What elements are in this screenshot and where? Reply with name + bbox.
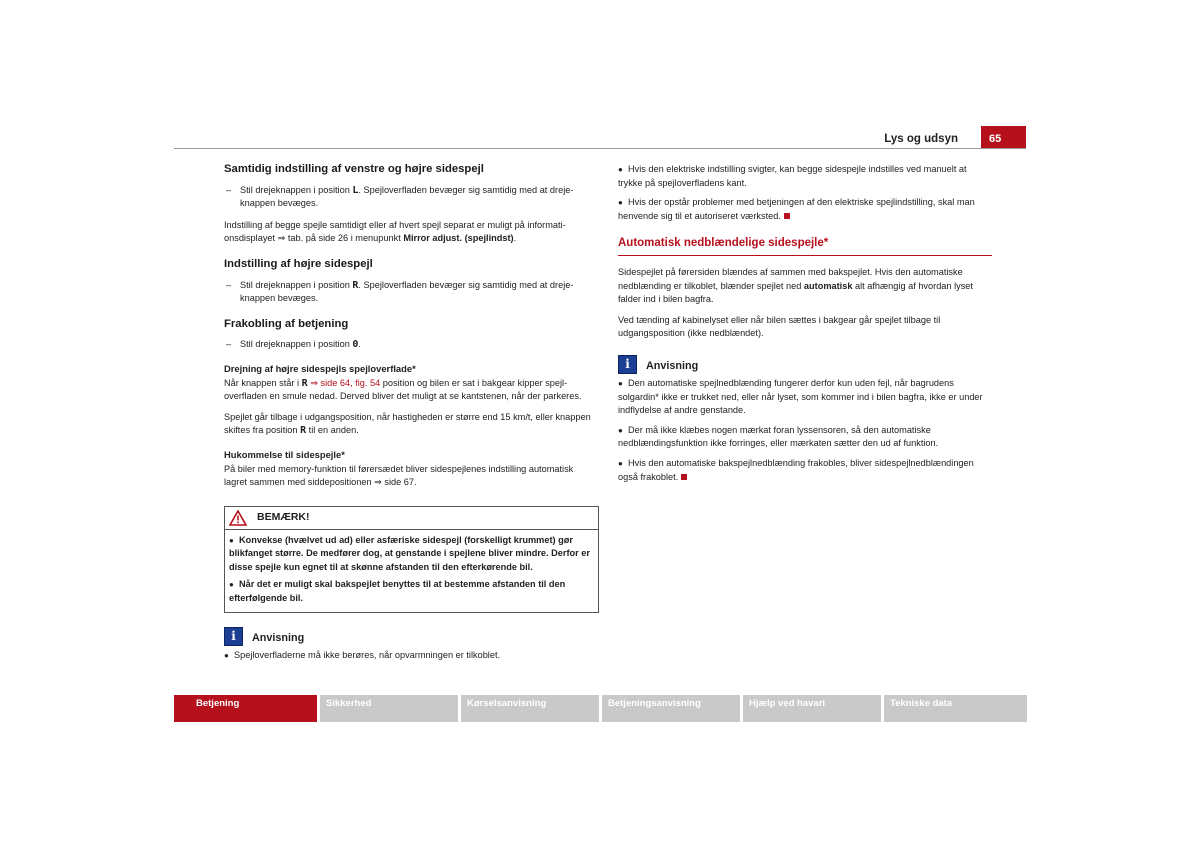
warning-title: BEMÆRK! xyxy=(257,510,310,523)
bullet-icon: ● xyxy=(229,535,234,545)
list-item xyxy=(618,163,992,190)
tab-tekniske-data[interactable]: Tekniske data xyxy=(884,695,1027,722)
instruction-text: Stil drejeknappen i position xyxy=(240,184,353,195)
bullet-icon: ● xyxy=(224,650,229,660)
paragraph-text: Når knappen står i xyxy=(224,377,302,388)
warning-item xyxy=(229,534,594,575)
list-item-text: Hvis den elektriske indstilling svigter, kan begge sidespejle indstilles ved manuelt at trykke på spejloverfladens kant. xyxy=(618,164,967,188)
paragraph-text: . xyxy=(513,233,517,244)
heading-simultaneous-adjustment: Samtidig indstilling af venstre og højre sidespejl xyxy=(224,163,484,175)
menu-item-name: Mirror adjust. (spejlindst) xyxy=(403,233,514,244)
paragraph xyxy=(224,377,598,404)
position-symbol: R xyxy=(301,377,308,389)
instruction-text: Stil drejeknappen i position xyxy=(240,339,353,350)
emphasis-text: automatisk xyxy=(803,280,853,291)
info-icon: i xyxy=(224,627,243,646)
tab-sikkerhed[interactable]: Sikkerhed xyxy=(320,695,458,722)
list-item-text: Hvis der opstår problemer med betjeningen af den elektriske spejlindstilling, skal man henvende sig til et autoriseret værksted. xyxy=(618,197,975,221)
warning-item-text: Når det er muligt skal bakspejlet benyttes til at bestemme afstanden til den efterfølgende bil. xyxy=(229,579,566,604)
paragraph: Ved tænding af kabinelyset eller når bilen sættes i bakgear går spejlet tilbage til udgangsposition (ikke nedblændet). xyxy=(618,314,941,339)
tab-betjeningsanvisning[interactable]: Betjeningsanvisning xyxy=(602,695,740,722)
warning-item xyxy=(229,578,594,605)
paragraph-text: position og bilen er sat i bakgear kipper spejloverfladen en smule nedad. Derved bliver det muligt at se kantstenen, når der parkeres. xyxy=(224,377,582,402)
bullet-icon: ● xyxy=(618,458,623,468)
note-title: Anvisning xyxy=(646,360,699,373)
paragraph-text: alt afhængig af hvordan lyset falder ind i bilen bagfra. xyxy=(618,280,973,305)
position-symbol: 0 xyxy=(352,339,359,351)
info-icon: i xyxy=(618,355,637,374)
heading-mirror-memory: Hukommelse til sidespejle* xyxy=(224,448,345,460)
heading-right-mirror: Indstilling af højre sidespejl xyxy=(224,257,373,270)
tab-korselsanvisning[interactable]: Kørselsanvisning xyxy=(461,695,599,722)
bullet-icon: ● xyxy=(618,198,623,208)
warning-header xyxy=(225,507,598,530)
position-symbol: L xyxy=(352,184,359,196)
paragraph xyxy=(224,219,598,246)
header-rule xyxy=(174,148,1026,149)
instruction-text: . xyxy=(358,339,361,350)
right-column xyxy=(618,163,992,490)
page-number: 65 xyxy=(981,126,1026,148)
warning-item-text: Konvekse (hvælvet ud ad) eller asfæriske sidespejl (forskelligt krummet) gør blikfanget større. De medfører dog, at genstande i spejlene bliver mindre. Derfor er disse spejle kun egnet til at skønne afstanden til den efterkørende bil. xyxy=(229,534,590,572)
paragraph-text: Spejlet går tilbage i udgangsposition, når hastigheden er større end 15 km/t, eller knappen skiftes fra position xyxy=(224,411,591,436)
note-item xyxy=(224,649,598,663)
instruction-text: . Spejloverfladen bevæger sig samtidig med at drejeknappen bevæges. xyxy=(240,184,574,209)
bullet-icon: ● xyxy=(618,165,623,174)
position-symbol: R xyxy=(352,279,359,291)
left-column xyxy=(224,163,598,668)
bullet-icon: ● xyxy=(229,580,234,590)
paragraph-text: Sidespejlet på førersiden blændes af sammen med bakspejlet. Hvis den automatiske nedblænding er tilkoblet, blænder spejlet ned xyxy=(618,266,963,291)
tab-betjening[interactable]: Betjening xyxy=(174,695,317,722)
paragraph xyxy=(618,266,992,307)
footer-tab-bar xyxy=(174,695,1026,722)
cross-reference-link[interactable]: ⇒ side 64, fig. 54 xyxy=(310,377,381,388)
warning-triangle-icon xyxy=(229,510,247,526)
note-item-text: Spejloverfladerne må ikke berøres, når opvarmningen er tilkoblet. xyxy=(234,649,501,660)
section-end-marker xyxy=(784,213,790,219)
section-end-marker xyxy=(681,474,687,480)
instruction-item xyxy=(224,338,598,352)
note-item-text: Der må ikke klæbes nogen mærkat foran lyssensoren, så den automatiske nedblændingsfunktion ikke forringes, eller mærkaten sætter den ud af funktion. xyxy=(618,424,939,449)
warning-body xyxy=(225,530,598,612)
paragraph: På biler med memory-funktion til førersædet bliver sidespejlenes indstilling automatisk lagret sammen med siddepositionen ⇒ side 67. xyxy=(224,463,574,488)
list-item xyxy=(618,196,992,223)
tab-hjaelp-ved-havari[interactable]: Hjælp ved havari xyxy=(743,695,881,722)
heading-mirror-tilt: Drejning af højre sidespejls spejloverflade* xyxy=(224,362,416,374)
heading-disable-control: Frakobling af betjening xyxy=(224,317,349,330)
warning-box xyxy=(224,506,599,613)
running-header: Lys og udsyn xyxy=(884,133,958,145)
instruction-text: Stil drejeknappen i position xyxy=(240,279,353,290)
paragraph xyxy=(224,411,598,438)
note-item xyxy=(618,457,992,484)
note-item xyxy=(618,424,992,451)
note-item-text: Hvis den automatiske bakspejlnedblænding frakobles, bliver sidespejlnedblændingen også frakoblet. xyxy=(618,457,974,482)
bullet-icon: ● xyxy=(618,378,623,388)
note-header xyxy=(224,627,598,646)
instruction-item xyxy=(224,279,598,306)
instruction-text: . Spejloverfladen bevæger sig samtidig med at drejeknappen bevæges. xyxy=(240,279,574,304)
note-item xyxy=(618,377,992,418)
note-header xyxy=(618,355,992,374)
position-symbol: R xyxy=(300,425,307,437)
instruction-item xyxy=(224,184,598,211)
paragraph-text: Indstilling af begge spejle samtidigt eller af hvert spejl separat er muligt på informationsdisplayet ⇒ tab. på side 26 i menupunkt xyxy=(224,219,566,244)
heading-auto-dimming: Automatisk nedblændelige sidespejle* xyxy=(618,237,992,256)
bullet-icon: ● xyxy=(618,425,623,435)
note-item-text: Den automatiske spejlnedblænding fungerer derfor kun uden fejl, når bagrudens solgardin* ikke er trukket ned, eller når lyset, som kommer ind i bilen bagfra, ikke er under indflydelse af andre genstande. xyxy=(618,377,983,416)
note-title: Anvisning xyxy=(252,632,305,645)
paragraph-text: til en anden. xyxy=(306,425,359,436)
